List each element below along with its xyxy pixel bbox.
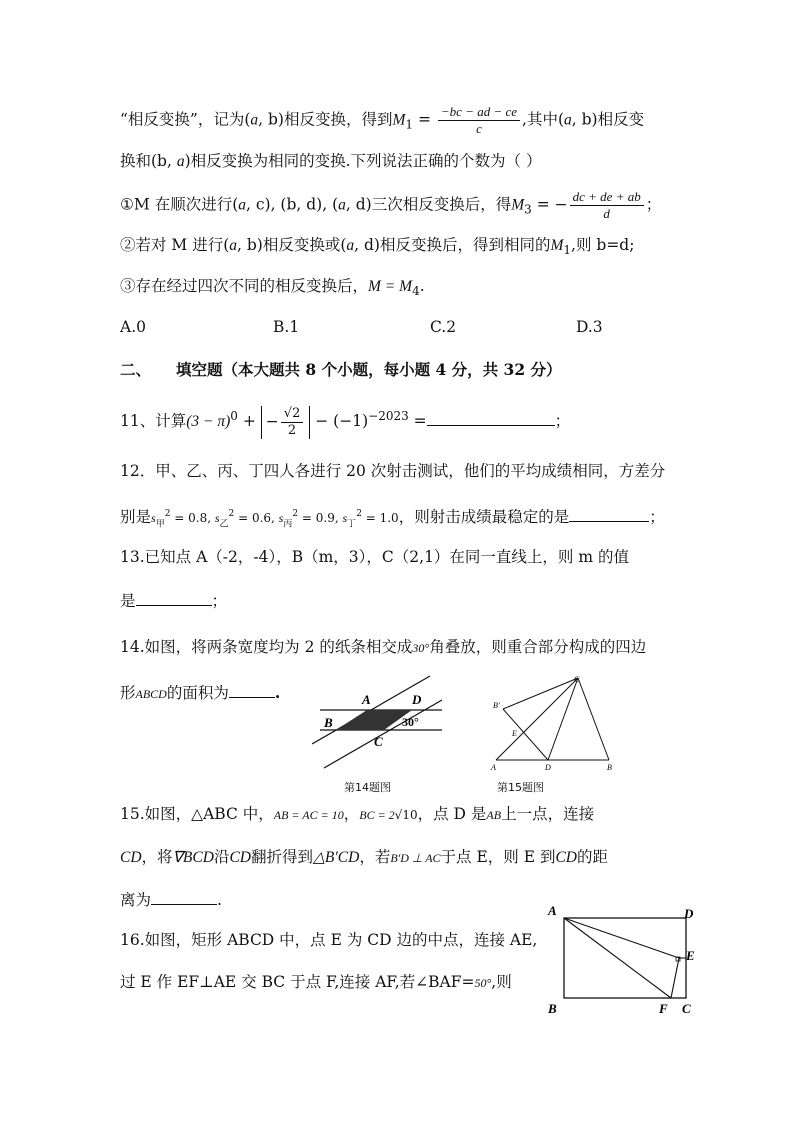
fig14-label-d: D (412, 692, 422, 707)
fig16-label-b: B (548, 1001, 557, 1016)
q10-statement-3: ③存在经过四次不同的相反变换后，$M = M_4$. (120, 277, 425, 299)
fig14-angle-label: 30° (402, 715, 419, 729)
q10-option-c: C.2 (430, 318, 457, 336)
q13-line2: 是 ； (120, 589, 227, 612)
q16-line2: 过 E 作 EF⊥AE 交 BC 于点 F,连接 AF,若∠BAF=50°,则 (120, 973, 512, 991)
q10-statement-1: ①M 在顺次进行(a, c), (b, d), (a, d)三次相反变换后，得$M_3$ = − $\frac{dc + de + ab}{d}$ ； (120, 189, 662, 221)
figure-15-caption: 第15题图 (497, 781, 544, 794)
q15-line1: 15.如图，△ABC 中，AB = AC = 10，BC = 2√10，点 D 是AB上一点，连接 (120, 805, 595, 823)
fig14-label-c: C (374, 734, 383, 749)
q12-line2: 别是$s_甲^2 = 0.8$, $s_乙^2 = 0.6$, $s_丙^2 = 0.9$, $s_丁^2 = 1.0$，则射击成绩最稳定的是 ； (120, 503, 665, 535)
section-heading-number: 二、 (120, 360, 152, 379)
fig16-label-a: A (548, 903, 557, 918)
q16-line1: 16.如图，矩形 ABCD 中，点 E 为 CD 边的中点，连接 AE, (120, 931, 538, 949)
fig15-label-b: B (607, 763, 612, 772)
q14-line1: 14.如图，将两条宽度均为 2 的纸条相交成30°角叠放，则重合部分构成的四边 (120, 638, 647, 656)
fig16-label-c: C (682, 1001, 691, 1016)
fig15-label-e: E (512, 729, 517, 738)
fig14-label-b: B (324, 715, 333, 730)
figure-14-caption: 第14题图 (344, 781, 391, 794)
q15-line3: 离为 . (120, 888, 222, 911)
answer-blank[interactable] (136, 589, 212, 606)
absolute-value: − $\frac{√2}{2}$ (261, 406, 311, 439)
q11: 11、计算$(3 - \pi)^0$ + − $\frac{√2}{2}$ − $(-1)^{-2023}$ = ； (120, 405, 571, 438)
answer-blank[interactable] (151, 888, 217, 905)
q10-statement-2: ②若对 M 进行(a, b)相反变换或(a, d)相反变换后，得到相同的$M_1$,则 b=d; (120, 236, 635, 258)
fig16-label-e: E (686, 948, 695, 963)
fig14-label-a: A (362, 692, 371, 707)
section-heading-title: 填空题（本大题共 8 个小题，每小题 4 分，共 32 分） (176, 360, 562, 379)
q10-line1: “相反变换”，记为(a, b)相反变换，得到$M_1$ = $\frac{-bc - ad - ce}{c}$ ,其中(a, b)相反变 (120, 104, 645, 136)
answer-blank[interactable] (229, 681, 275, 698)
fig15-label-a: A (491, 763, 496, 772)
fig15-label-c: C (574, 675, 580, 684)
q10-option-b: B.1 (273, 318, 300, 336)
q10-option-a: A.0 (120, 318, 146, 336)
answer-blank[interactable] (569, 505, 649, 522)
q13-line1: 13.已知点 A（-2，-4），B（m，3），C（2,1）在同一直线上，则 m 的值 (120, 548, 629, 566)
fraction-m3: $\frac{dc + de + ab}{d}$ (570, 189, 644, 222)
answer-blank[interactable] (427, 409, 555, 426)
q15-line2: CD，将∇BCD沿CD翻折得到△B′CD，若B′D ⊥ AC于点 E，则 E 到CD的距 (120, 848, 609, 866)
q14-line2: 形ABCD的面积为 . (120, 683, 281, 702)
figure-15-diagram (488, 672, 618, 772)
fig15-label-bprime: B' (493, 701, 500, 710)
fraction-m1: $\frac{-bc - ad - ce}{c}$ (438, 104, 520, 137)
figure-14-diagram (312, 672, 452, 772)
fig15-label-d: D (545, 763, 551, 772)
q12-line1: 12．甲、乙、丙、丁四人各进行 20 次射击测试，他们的平均成绩相同，方差分 (120, 462, 666, 480)
q10-option-d: D.3 (576, 318, 603, 336)
figure-16-diagram (544, 902, 714, 1022)
fig16-label-f: F (659, 1001, 668, 1016)
fig16-label-d: D (684, 906, 694, 921)
q10-line2: 换和(b, a)相反变换为相同的变换.下列说法正确的个数为（ ） (120, 152, 542, 170)
